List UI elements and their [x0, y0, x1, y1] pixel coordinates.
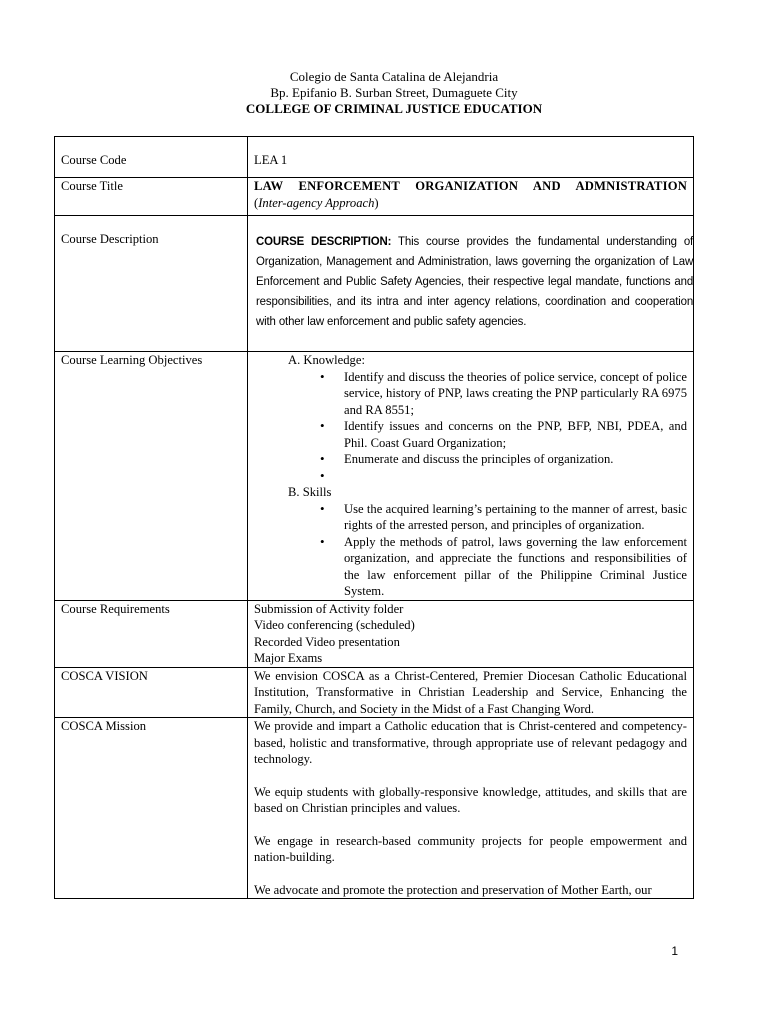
value-learning-objectives: [248, 352, 694, 601]
requirement-item: Submission of Activity folder: [254, 601, 404, 616]
list-item: • Identify and discuss the theories of police service, concept of police service, history of PNP, laws creating the PNP particularly RA 6975 and RA 8551;: [344, 369, 687, 419]
list-item: • Use the acquired learning’s pertaining to the manner of arrest, basic rights of the arrested person, and principles of organization.: [344, 501, 687, 534]
label-course-title: Course Title: [55, 178, 248, 216]
row-course-description: [55, 216, 694, 352]
mission-paragraph: We engage in research-based community projects for people empowerment and nation-building.: [254, 833, 687, 864]
requirement-item: Major Exams: [254, 651, 323, 665]
mission-paragraph: We advocate and promote the protection and preservation of Mother Earth, our: [254, 882, 652, 897]
label-cosca-vision: COSCA VISION: [55, 667, 248, 718]
value-course-requirements: [248, 600, 694, 667]
row-cosca-vision: [55, 667, 694, 718]
value-course-title: [248, 178, 694, 216]
page-number: 1: [671, 944, 678, 958]
list-item: • Identify issues and concerns on the PNP, BFP, NBI, PDEA, and Phil. Coast Guard Organization;: [344, 418, 687, 451]
list-item: • Apply the methods of patrol, laws governing the law enforcement organization, and appreciate the functions and responsibilities of the law enforcement pillar of the Philippine Criminal Justice System.: [344, 534, 687, 600]
row-cosca-mission: [55, 718, 694, 899]
school-address: Bp. Epifanio B. Surban Street, Dumaguete City: [270, 85, 518, 100]
list-item: [344, 468, 687, 485]
document-header: [0, 69, 768, 117]
label-course-requirements: Course Requirements: [55, 600, 248, 667]
course-title-subtitle: (Inter-agency Approach): [254, 195, 379, 210]
label-course-code: Course Code: [55, 137, 248, 178]
label-course-description: Course Description: [55, 216, 248, 352]
skills-heading: B. Skills: [288, 485, 332, 499]
row-course-title: [55, 178, 694, 216]
value-cosca-vision: We envision COSCA as a Christ-Centered, Premier Diocesan Catholic Educational Institution, Transformative in Christian Leadership and Service, Enhancing the Family, Church, and Society in the Midst of a Fast Changing Word.: [248, 667, 694, 718]
value-course-description: [248, 216, 694, 352]
course-description-lead: COURSE DESCRIPTION:: [256, 234, 392, 248]
mission-paragraph: We provide and impart a Catholic education that is Christ-centered and competency-based, holistic and transformative, through appropriate use of relevant pedagogy and technology.: [254, 719, 687, 766]
row-course-requirements: [55, 600, 694, 667]
knowledge-heading: A. Knowledge:: [288, 353, 365, 367]
list-item: • Enumerate and discuss the principles of organization.: [344, 451, 687, 468]
school-name: Colegio de Santa Catalina de Alejandria: [289, 69, 499, 84]
course-title-text: LAW ENFORCEMENT ORGANIZATION AND ADMNISTRATION: [254, 179, 687, 193]
label-cosca-mission: COSCA Mission: [55, 718, 248, 899]
requirement-item: Recorded Video presentation: [254, 634, 400, 649]
skills-list: [254, 501, 687, 600]
row-course-code: [55, 137, 694, 178]
mission-paragraph: We equip students with globally-responsive knowledge, attitudes, and skills that are based on Christian principles and values.: [254, 784, 687, 815]
college-name: COLLEGE OF CRIMINAL JUSTICE EDUCATION: [245, 101, 543, 116]
row-learning-objectives: [55, 352, 694, 601]
syllabus-table: [54, 136, 694, 899]
value-cosca-mission: [248, 718, 694, 899]
requirement-item: Video conferencing (scheduled): [254, 618, 415, 632]
knowledge-list: [254, 369, 687, 485]
course-description-box: [256, 231, 693, 331]
value-course-code: LEA 1: [248, 137, 694, 178]
label-learning-objectives: Course Learning Objectives: [55, 352, 248, 601]
course-description-text: This course provides the fundamental understanding of Organization, Management and Administration, laws governing the organization of Law Enforcement and Public Safety Agencies, their respective legal mandate, functions and responsibilities, and its intra and inter agency relations, coordination and cooperation with other law enforcement and public safety agencies.: [256, 234, 694, 328]
